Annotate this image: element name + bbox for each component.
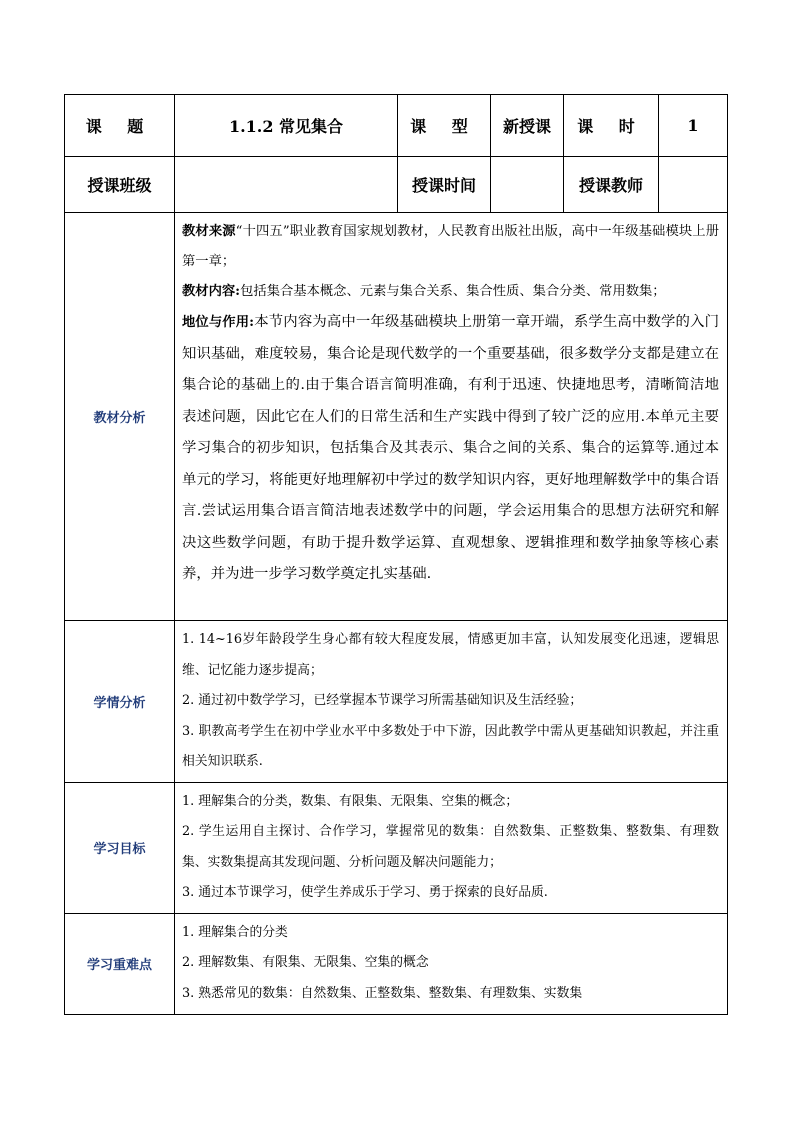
- time-value: [491, 157, 564, 213]
- students-content: [175, 621, 728, 783]
- hours-label: 课 时: [564, 95, 659, 157]
- keypoints-label: 学习重难点: [65, 913, 175, 1014]
- goals-content: [175, 782, 728, 913]
- material-content: [175, 213, 728, 621]
- topic-value: 1.1.2 常见集合: [175, 95, 398, 157]
- material-row: [65, 213, 728, 621]
- material-content-text: 包括集合基本概念、元素与集合关系、集合性质、集合分类、常用数集；: [240, 284, 666, 299]
- keypoints-item: 1. 理解集合的分类: [182, 924, 288, 940]
- keypoints-item: 3. 熟悉常见的数集：自然数集、正整数集、整数集、有理数集、实数集: [182, 985, 583, 1001]
- goals-item: 1. 理解集合的分类，数集、有限集、无限集、空集的概念；: [182, 793, 519, 809]
- lesson-plan-table: [64, 94, 728, 1015]
- students-item: 2. 通过初中数学学习，已经掌握本节课学习所需基础知识及生活经验；: [182, 693, 583, 708]
- material-source: [182, 217, 719, 277]
- header-row-2: [65, 157, 728, 213]
- students-item: 3. 职教高考学生在初中学业水平中多数处于中下游，因此教学中需从更基础知识教起，并注重相关知识联系.: [182, 723, 719, 769]
- students-label: 学情分析: [65, 621, 175, 783]
- header-row-1: [65, 95, 728, 157]
- students-item: 1. 14~16岁年龄段学生身心都有较大程度发展，情感更加丰富，认知发展变化迅速，逻辑思维、记忆能力逐步提高；: [182, 632, 719, 678]
- material-label: 教材分析: [65, 213, 175, 621]
- class-value: [175, 157, 398, 213]
- type-value: 新授课: [491, 95, 564, 157]
- material-role-text: 本节内容为高中一年级基础模块上册第一章开端，系学生高中数学的入门知识基础，难度较易，集合论是现代数学的一个重要基础，很多数学分支都是建立在集合论的基础上的.由于集合语言简明准确，有利于迅速、快捷地思考，清晰简洁地表述问题，因此它在人们的日常生活和生产实践中得到了较广泛的应用.本单元主要学习集合的初步知识，包括集合及其表示、集合之间的关系、集合的运算等.通过本单元的学习，将能更好地理解初中学过的数学知识内容，更好地理解数学中的集合语言.尝试运用集合语言简洁地表述数学中的问题，学会运用集合的思想方法研究和解决这些数学问题，有助于提升数学运算、直观想象、逻辑推理和数学抽象等核心素养，并为进一步学习数学奠定扎实基础.: [182, 314, 719, 582]
- time-label: 授课时间: [398, 157, 491, 213]
- class-label: 授课班级: [65, 157, 175, 213]
- keypoints-row: [65, 913, 728, 1014]
- type-label: 课 型: [398, 95, 491, 157]
- students-row: [65, 621, 728, 783]
- material-source-text: “十四五”职业教育国家规划教材，人民教育出版社出版，高中一年级基础模块上册第一章；: [182, 224, 719, 269]
- material-role-title: 地位与作用:: [182, 315, 255, 330]
- teacher-value: [659, 157, 728, 213]
- teacher-label: 授课教师: [564, 157, 659, 213]
- material-scope: [182, 277, 719, 307]
- topic-label: 课 题: [65, 95, 175, 157]
- goals-row: [65, 782, 728, 913]
- keypoints-item: 2. 理解数集、有限集、无限集、空集的概念: [182, 955, 429, 970]
- material-content-title: 教材内容:: [182, 284, 241, 299]
- goals-label: 学习目标: [65, 782, 175, 913]
- goals-item: 3. 通过本节课学习，使学生养成乐于学习、勇于探索的良好品质.: [182, 885, 548, 900]
- goals-item: 2. 学生运用自主探讨、合作学习，掌握常见的数集：自然数集、正整数集、整数集、有理数集、实数集提高其发现问题、分析问题及解决问题能力；: [182, 824, 719, 870]
- material-role: [182, 307, 719, 591]
- hours-value: 1: [659, 95, 728, 157]
- keypoints-content: [175, 913, 728, 1014]
- material-source-title: 教材来源: [182, 224, 236, 239]
